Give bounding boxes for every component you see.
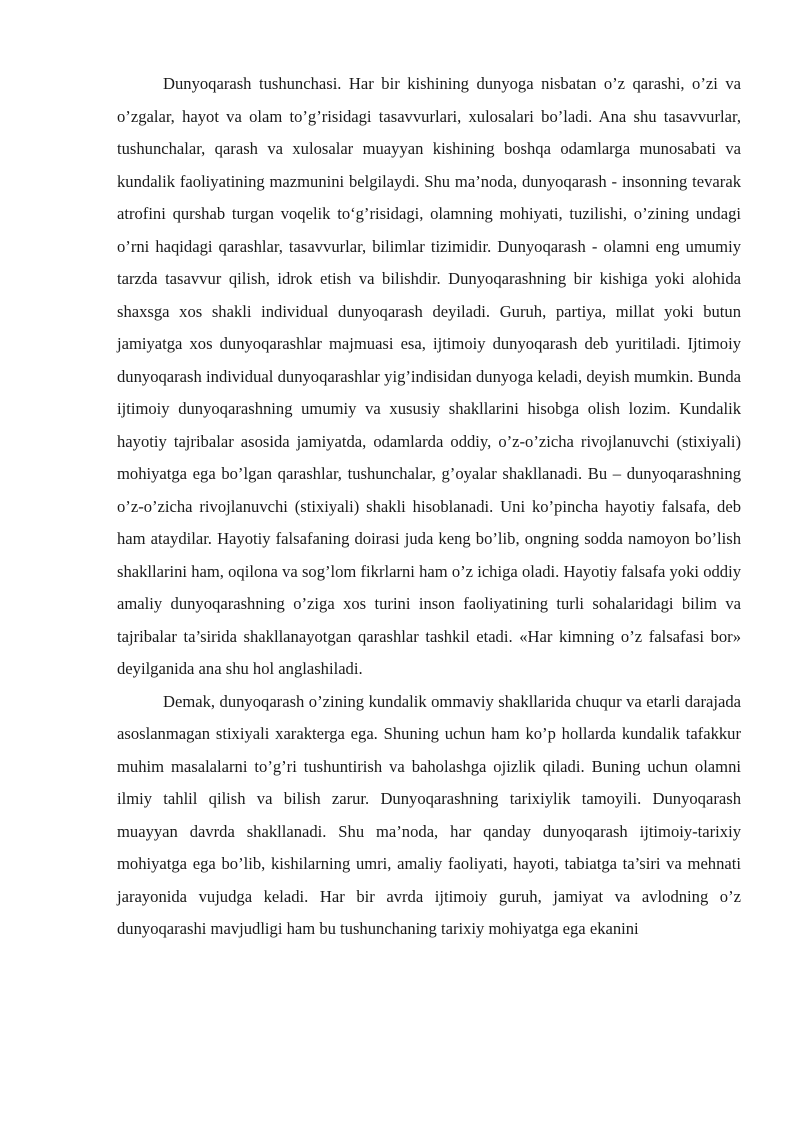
document-page [117, 68, 741, 946]
paragraph-1: Dunyoqarash tushunchasi. Har bir kishining dunyoga nisbatan o’z qarashi, o’zi va o’zgalar, hayot va olam to’g’risidagi tasavvurlari, xulosalari bo’ladi. Ana shu tasavvurlar, tushunchalar, qarash va xulosalar muayyan kishining boshqa odamlarga munosabati va kundalik faoliyatining mazmunini belgilaydi. Shu ma’noda, dunyoqarash - insonning tevarak atrofini qurshab turgan voqelik to‘g’risidagi, olamning mohiyati, tuzilishi, o’zining undagi o’rni haqidagi qarashlar, tasavvurlar, bilimlar tizimidir. Dunyoqarash - olamni eng umumiy tarzda tasavvur qilish, idrok etish va bilishdir. Dunyoqarashning bir kishiga yoki alohida shaxsga xos shakli individual dunyoqarash deyiladi. Guruh, partiya, millat yoki butun jamiyatga xos dunyoqarashlar majmuasi esa, ijtimoiy dunyoqarash deb yuritiladi. Ijtimoiy dunyoqarash individual dunyoqarashlar yig’indisidan dunyoga keladi, deyish mumkin. Bunda ijtimoiy dunyoqarashning umumiy va xususiy shakllarini hisobga olish lozim. Kundalik hayotiy tajribalar asosida jamiyatda, odamlarda oddiy, o’z-o’zicha rivojlanuvchi (stixiyali) mohiyatga ega bo’lgan qarashlar, tushunchalar, g’oyalar shakllanadi. Bu – dunyoqarashning o’z-o’zicha rivojlanuvchi (stixiyali) shakli hisoblanadi. Uni ko’pincha hayotiy falsafa, deb ham ataydilar. Hayotiy falsafaning doirasi juda keng bo’lib, ongning sodda namoyon bo’lish shakllarini ham, oqilona va sog’lom fikrlarni ham o’z ichiga oladi. Hayotiy falsafa yoki oddiy amaliy dunyoqarashning o’ziga xos turini inson faoliyatining turli sohalaridagi bilim va tajribalar ta’sirida shakllanayotgan qarashlar tashkil etadi. «Har kimning o’z falsafasi bor» deyilganida ana shu hol anglashiladi. [117, 74, 741, 678]
paragraph-2: Demak, dunyoqarash o’zining kundalik ommaviy shakllarida chuqur va etarli darajada asoslanmagan stixiyali xarakterga ega. Shuning uchun ham ko’p hollarda kundalik tafakkur muhim masalalarni to’g’ri tushuntirish va baholashga ojizlik qiladi. Buning uchun olamni ilmiy tahlil qilish va bilish zarur. Dunyoqarashning tarixiylik tamoyili. Dunyoqarash muayyan davrda shakllanadi. Shu ma’noda, har qanday dunyoqarash ijtimoiy-tarixiy mohiyatga ega bo’lib, kishilarning umri, amaliy faoliyati, hayoti, tabiatga ta’siri va mehnati jarayonida vujudga keladi. Har bir avrda ijtimoiy guruh, jamiyat va avlodning o’z dunyoqarashi mavjudligi ham bu tushunchaning tarixiy mohiyatga ega ekanini [117, 691, 741, 938]
